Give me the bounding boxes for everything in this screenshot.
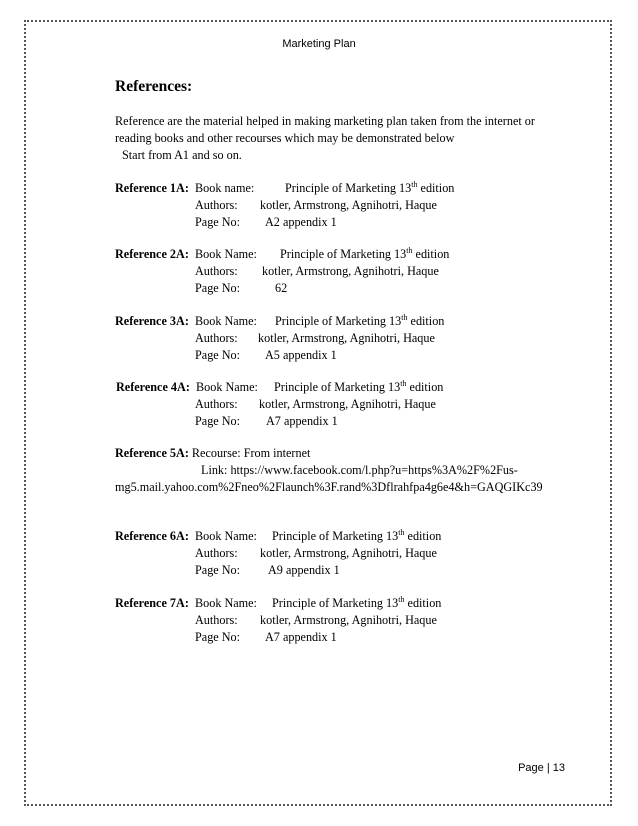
authors-label: Authors:	[195, 546, 238, 560]
page-no-value: 62	[275, 281, 288, 295]
authors-value: kotler, Armstrong, Agnihotri, Haque	[262, 264, 439, 278]
authors-label: Authors:	[195, 198, 238, 212]
page-no-label: Page No:	[195, 348, 241, 362]
reference-5a	[115, 445, 518, 479]
page-no-value: A7 appendix 1	[266, 414, 338, 428]
reference-label: Reference 7A:	[115, 596, 189, 610]
book-name-label: Book Name:	[195, 529, 257, 543]
book-name-label: Book Name:	[195, 247, 257, 261]
page-no-value: A2 appendix 1	[265, 215, 337, 229]
authors-label: Authors:	[195, 264, 238, 278]
page-no-value: A9 appendix 1	[268, 563, 340, 577]
reference-label: Reference 1A:	[115, 181, 189, 195]
intro-paragraph	[115, 113, 565, 164]
reference-label: Reference 2A:	[115, 247, 189, 261]
reference-4a	[116, 378, 444, 430]
link-text: Link: https://www.facebook.com/l.php?u=https%3A%2F%2Fus-	[201, 463, 518, 477]
book-name-label: Book Name:	[195, 314, 257, 328]
authors-value: kotler, Armstrong, Agnihotri, Haque	[260, 198, 437, 212]
book-title: Principle of Marketing 13th edition	[272, 527, 442, 543]
reference-7a	[115, 594, 442, 646]
reference-1a	[115, 179, 455, 231]
authors-value: kotler, Armstrong, Agnihotri, Haque	[260, 613, 437, 627]
reference-2a	[115, 245, 450, 297]
reference-label: Reference 6A:	[115, 529, 189, 543]
book-name-label: Book Name:	[196, 380, 258, 394]
page-no-value: A5 appendix 1	[265, 348, 337, 362]
page-no-label: Page No:	[195, 215, 241, 229]
book-title: Principle of Marketing 13th edition	[275, 312, 445, 328]
reference-6a	[115, 527, 442, 579]
book-title: Principle of Marketing 13th edition	[274, 378, 444, 394]
authors-value: kotler, Armstrong, Agnihotri, Haque	[258, 331, 435, 345]
authors-label: Authors:	[195, 613, 238, 627]
page-no-label: Page No:	[195, 630, 241, 644]
link-continuation: mg5.mail.yahoo.com%2Fneo%2Flaunch%3F.rand%3Dflrahfpa4g6e4&h=GAQGIKc39	[115, 480, 543, 494]
page-no-value: A7 appendix 1	[265, 630, 337, 644]
book-title: Principle of Marketing 13th edition	[272, 594, 442, 610]
header-title: Marketing Plan	[282, 38, 356, 50]
reference-3a	[115, 312, 445, 364]
page-no-label: Page No:	[195, 414, 241, 428]
intro-line: Start from A1 and so on.	[122, 148, 242, 162]
book-name-label: Book Name:	[195, 596, 257, 610]
reference-label: Reference 3A:	[115, 314, 189, 328]
page-number: Page | 13	[518, 762, 565, 774]
authors-label: Authors:	[195, 397, 238, 411]
reference-label: Reference 4A:	[116, 380, 190, 394]
page-no-label: Page No:	[195, 281, 241, 295]
authors-label: Authors:	[195, 331, 238, 345]
book-title: Principle of Marketing 13th edition	[280, 245, 450, 261]
intro-line: reading books and other recourses which may be demonstrated below	[115, 131, 455, 145]
authors-value: kotler, Armstrong, Agnihotri, Haque	[259, 397, 436, 411]
reference-label: Reference 5A:	[115, 446, 189, 460]
authors-value: kotler, Armstrong, Agnihotri, Haque	[260, 546, 437, 560]
source-text: Recourse: From internet	[191, 446, 311, 460]
page-no-label: Page No:	[195, 563, 241, 577]
book-name-label: Book name:	[195, 181, 255, 195]
book-title: Principle of Marketing 13th edition	[285, 179, 455, 195]
references-heading: References:	[115, 78, 193, 95]
intro-line: Reference are the material helped in making marketing plan taken from the internet or	[115, 114, 535, 128]
